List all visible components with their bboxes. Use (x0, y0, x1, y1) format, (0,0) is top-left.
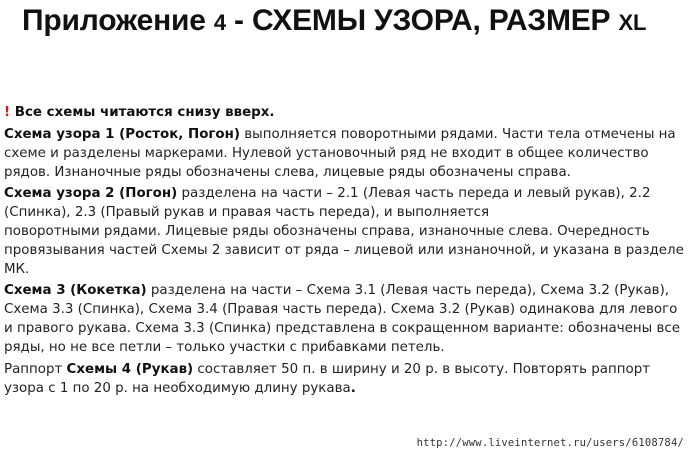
scheme-1-name: Схема узора 1 (Росток, Погон) (4, 127, 241, 142)
scheme-3-text: разделена на части – Схема 3.1 (Левая часть переда), Схема 3.2 (Рукав), Схема 3.3 (Спинка), Схема 3.4 (Правая часть переда). Схема 3.2 (Рукав) одинакова для левого и правого рукава. Схема 3.3 (Спинка) представлена в сокращенном варианте: обозначены все ряды, но не все петли – только участки с прибавками петель. (4, 283, 680, 355)
scheme-3-name: Схема 3 (Кокетка) (4, 283, 147, 298)
reading-note (4, 103, 684, 122)
scheme-4-paragraph (4, 360, 684, 398)
scheme-4-text: составляет 50 п. в ширину и 20 р. в высоту. Повторять раппорт узора с 1 по 20 р. на необходимую длину рукава (4, 362, 650, 396)
scheme-2-text-a: разделена на части – 2.1 (Левая часть переда и левый рукав), 2.2 (Спинка), 2.3 (Правый рукав и правая часть переда), и выполняется (4, 186, 651, 220)
scheme-2-text-b: поворотными рядами. Лицевые ряды обозначены справа, изнаночные слева. Очередность провязывания частей Схемы 2 зависит от ряда – лицевой или изнаночной, и указана в разделе МК. (4, 224, 684, 277)
scheme-2-paragraph-continued (4, 222, 684, 279)
scheme-4-name: Схемы 4 (Рукав) (66, 362, 194, 377)
source-watermark: http://www.liveinternet.ru/users/6108784/ (416, 437, 684, 449)
scheme-4-prefix: Раппорт (4, 362, 67, 377)
scheme-1-paragraph (4, 125, 684, 182)
page-title (22, 3, 646, 41)
document-body (4, 103, 684, 398)
exclamation-icon: ! (4, 105, 11, 120)
scheme-3-paragraph (4, 281, 684, 357)
scheme-1-text: выполняется поворотными рядами. Части тела отмечены на схеме и разделены маркерами. Нулевой установочный ряд не входит в общее количество рядов. Изнаночные ряды обозначены слева, лицевые ряды обозначены справа. (4, 127, 676, 180)
scheme-4-end: . (350, 381, 356, 396)
title-part-1: Приложение (22, 4, 214, 37)
scheme-2-name: Схема узора 2 (Погон) (4, 186, 178, 201)
title-size: XL (618, 10, 647, 35)
reading-note-text: Все схемы читаются снизу вверх. (10, 105, 275, 120)
title-part-2: - СХЕМЫ УЗОРА, РАЗМЕР (225, 4, 619, 37)
scheme-2-paragraph (4, 184, 684, 222)
title-number: 4 (213, 10, 226, 35)
